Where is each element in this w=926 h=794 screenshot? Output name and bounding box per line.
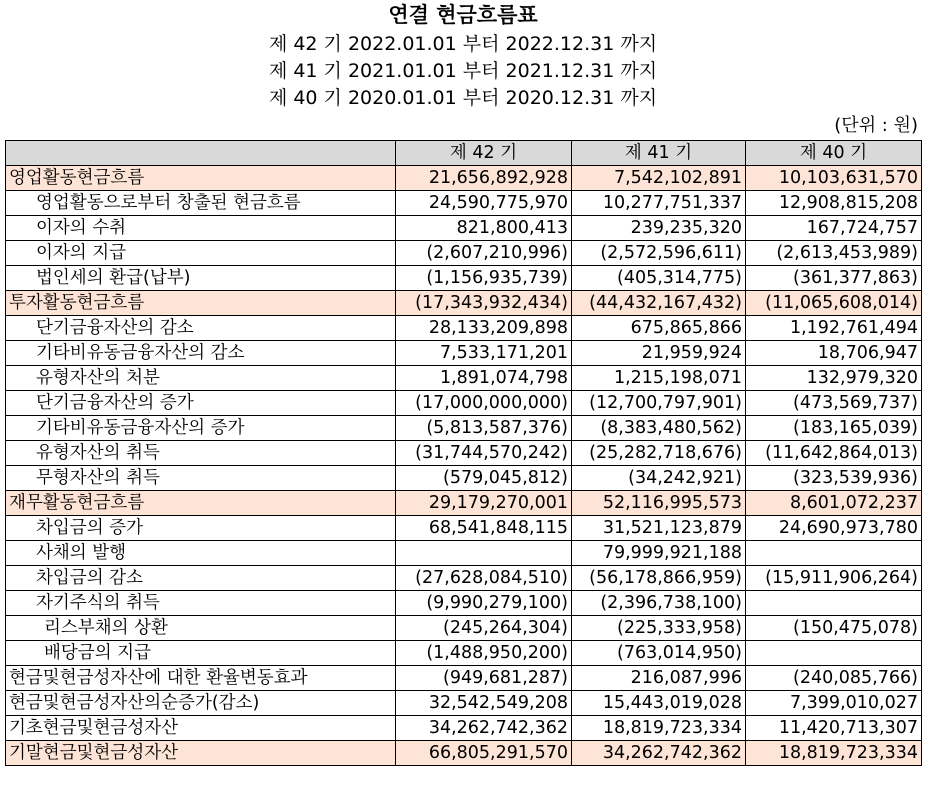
cash-flow-table xyxy=(5,140,922,766)
row-value-41: (25,282,718,676) xyxy=(572,441,746,466)
row-value-42: (949,681,287) xyxy=(396,666,572,691)
row-value-41: (763,014,950) xyxy=(572,641,746,666)
table-row xyxy=(6,341,922,366)
period-line-40: 제 40 기 2020.01.01 부터 2020.12.31 까지 xyxy=(268,87,658,109)
row-label: 단기금융자산의 감소 xyxy=(6,316,396,341)
row-value-41: (8,383,480,562) xyxy=(572,416,746,441)
row-label: 기타비유동금융자산의 감소 xyxy=(6,341,396,366)
row-value-42: (1,156,935,739) xyxy=(396,266,572,291)
row-value-41: (2,572,596,611) xyxy=(572,241,746,266)
header-period-42: 제 42 기 xyxy=(396,141,572,166)
row-value-42: (17,000,000,000) xyxy=(396,391,572,416)
row-value-41: 10,277,751,337 xyxy=(572,191,746,216)
row-value-40 xyxy=(746,541,922,566)
row-value-41: (34,242,921) xyxy=(572,466,746,491)
row-value-42: 68,541,848,115 xyxy=(396,516,572,541)
table-row xyxy=(6,641,922,666)
table-row xyxy=(6,716,922,741)
row-value-42: 34,262,742,362 xyxy=(396,716,572,741)
row-value-42: (5,813,587,376) xyxy=(396,416,572,441)
row-label: 기말현금및현금성자산 xyxy=(6,741,396,766)
row-value-40: (473,569,737) xyxy=(746,391,922,416)
statement-title: 연결 현금흐름표 xyxy=(388,3,538,27)
row-value-40: 8,601,072,237 xyxy=(746,491,922,516)
table-body xyxy=(6,166,922,766)
row-label: 이자의 수취 xyxy=(6,216,396,241)
row-value-40: 10,103,631,570 xyxy=(746,166,922,191)
row-value-41: (405,314,775) xyxy=(572,266,746,291)
row-value-41: (56,178,866,959) xyxy=(572,566,746,591)
row-value-42: (27,628,084,510) xyxy=(396,566,572,591)
row-value-40: (240,085,766) xyxy=(746,666,922,691)
table-row xyxy=(6,616,922,641)
table-row xyxy=(6,266,922,291)
row-value-42: 28,133,209,898 xyxy=(396,316,572,341)
row-value-40: 12,908,815,208 xyxy=(746,191,922,216)
table-row xyxy=(6,666,922,691)
row-value-42: (2,607,210,996) xyxy=(396,241,572,266)
row-value-42: 66,805,291,570 xyxy=(396,741,572,766)
row-value-41: 79,999,921,188 xyxy=(572,541,746,566)
row-value-41: (12,700,797,901) xyxy=(572,391,746,416)
row-value-40: (11,065,608,014) xyxy=(746,291,922,316)
row-label: 단기금융자산의 증가 xyxy=(6,391,396,416)
header-row xyxy=(6,141,922,166)
row-value-42: (1,488,950,200) xyxy=(396,641,572,666)
row-value-40 xyxy=(746,641,922,666)
row-label: 사채의 발행 xyxy=(6,541,396,566)
table-row xyxy=(6,541,922,566)
row-value-40: (361,377,863) xyxy=(746,266,922,291)
row-value-42: 1,891,074,798 xyxy=(396,366,572,391)
table-row xyxy=(6,466,922,491)
row-value-40: 1,192,761,494 xyxy=(746,316,922,341)
row-value-42 xyxy=(396,541,572,566)
row-value-40: (2,613,453,989) xyxy=(746,241,922,266)
row-label: 기타비유동금융자산의 증가 xyxy=(6,416,396,441)
row-value-42: (579,045,812) xyxy=(396,466,572,491)
table-row xyxy=(6,241,922,266)
table-row xyxy=(6,366,922,391)
row-value-42: 821,800,413 xyxy=(396,216,572,241)
row-value-40: 167,724,757 xyxy=(746,216,922,241)
row-value-41: 18,819,723,334 xyxy=(572,716,746,741)
row-value-40: 7,399,010,027 xyxy=(746,691,922,716)
row-value-40 xyxy=(746,591,922,616)
row-value-41: (44,432,167,432) xyxy=(572,291,746,316)
row-label: 무형자산의 취득 xyxy=(6,466,396,491)
row-value-42: 29,179,270,001 xyxy=(396,491,572,516)
row-value-41: 675,865,866 xyxy=(572,316,746,341)
period-line-42: 제 42 기 2022.01.01 부터 2022.12.31 까지 xyxy=(268,33,658,55)
row-value-40: 132,979,320 xyxy=(746,366,922,391)
row-label: 리스부채의 상환 xyxy=(6,616,396,641)
row-label: 현금및현금성자산에 대한 환율변동효과 xyxy=(6,666,396,691)
row-value-42: 7,533,171,201 xyxy=(396,341,572,366)
row-label: 재무활동현금흐름 xyxy=(6,491,396,516)
row-label: 현금및현금성자산의순증가(감소) xyxy=(6,691,396,716)
row-value-42: (17,343,932,434) xyxy=(396,291,572,316)
header-period-41: 제 41 기 xyxy=(572,141,746,166)
table-row xyxy=(6,491,922,516)
row-value-40: (15,911,906,264) xyxy=(746,566,922,591)
row-label: 차입금의 증가 xyxy=(6,516,396,541)
table-row xyxy=(6,416,922,441)
row-value-40: (150,475,078) xyxy=(746,616,922,641)
unit-label: (단위 : 원) xyxy=(834,115,918,136)
row-value-41: (225,333,958) xyxy=(572,616,746,641)
row-label: 투자활동현금흐름 xyxy=(6,291,396,316)
row-value-42: (31,744,570,242) xyxy=(396,441,572,466)
table-row xyxy=(6,441,922,466)
row-label: 자기주식의 취득 xyxy=(6,591,396,616)
row-value-41: 52,116,995,573 xyxy=(572,491,746,516)
table-row xyxy=(6,216,922,241)
table-row xyxy=(6,741,922,766)
row-value-40: 24,690,973,780 xyxy=(746,516,922,541)
row-value-41: 34,262,742,362 xyxy=(572,741,746,766)
row-value-40: 11,420,713,307 xyxy=(746,716,922,741)
row-value-41: 216,087,996 xyxy=(572,666,746,691)
row-label: 기초현금및현금성자산 xyxy=(6,716,396,741)
table-row xyxy=(6,691,922,716)
row-value-42: 24,590,775,970 xyxy=(396,191,572,216)
header-period-40: 제 40 기 xyxy=(746,141,922,166)
table-row xyxy=(6,566,922,591)
row-value-41: 239,235,320 xyxy=(572,216,746,241)
row-label: 유형자산의 처분 xyxy=(6,366,396,391)
row-value-40: 18,706,947 xyxy=(746,341,922,366)
table-row xyxy=(6,591,922,616)
row-value-40: (183,165,039) xyxy=(746,416,922,441)
period-line-41: 제 41 기 2021.01.01 부터 2021.12.31 까지 xyxy=(268,60,658,82)
row-value-41: (2,396,738,100) xyxy=(572,591,746,616)
row-label: 법인세의 환급(납부) xyxy=(6,266,396,291)
table-row xyxy=(6,516,922,541)
row-value-40: (323,539,936) xyxy=(746,466,922,491)
row-value-40: (11,642,864,013) xyxy=(746,441,922,466)
row-value-42: (245,264,304) xyxy=(396,616,572,641)
table-row xyxy=(6,166,922,191)
row-value-41: 1,215,198,071 xyxy=(572,366,746,391)
row-label: 유형자산의 취득 xyxy=(6,441,396,466)
table-row xyxy=(6,316,922,341)
row-value-41: 7,542,102,891 xyxy=(572,166,746,191)
row-value-41: 21,959,924 xyxy=(572,341,746,366)
row-value-42: (9,990,279,100) xyxy=(396,591,572,616)
row-value-42: 21,656,892,928 xyxy=(396,166,572,191)
row-value-41: 31,521,123,879 xyxy=(572,516,746,541)
header-label-cell xyxy=(6,141,396,166)
row-value-42: 32,542,549,208 xyxy=(396,691,572,716)
row-label: 이자의 지급 xyxy=(6,241,396,266)
table-row xyxy=(6,391,922,416)
table-row xyxy=(6,191,922,216)
row-label: 차입금의 감소 xyxy=(6,566,396,591)
table-row xyxy=(6,291,922,316)
row-value-40: 18,819,723,334 xyxy=(746,741,922,766)
row-label: 영업활동현금흐름 xyxy=(6,166,396,191)
row-label: 영업활동으로부터 창출된 현금흐름 xyxy=(6,191,396,216)
row-label: 배당금의 지급 xyxy=(6,641,396,666)
row-value-41: 15,443,019,028 xyxy=(572,691,746,716)
